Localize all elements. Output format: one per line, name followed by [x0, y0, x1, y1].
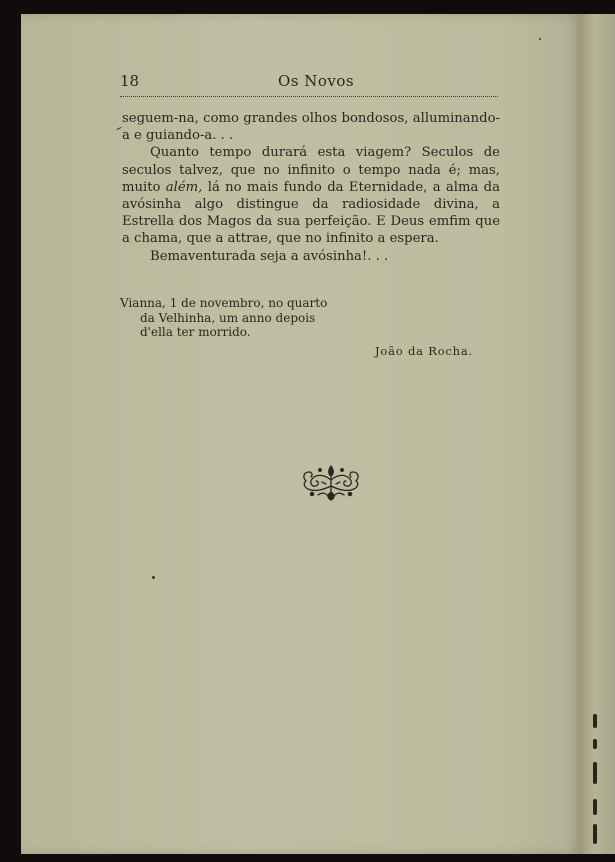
paragraph-2-text-before: Quanto tempo durará esta viagem? Seculos de seculos talvez, que no infinito o tempo nada é; mas, muito — [122, 145, 500, 195]
edge-mark — [593, 739, 597, 749]
place-date-line-3: d'ella ter morrido. — [140, 325, 251, 339]
paragraph-1-text: seguem-na, como grandes olhos bondosos, alluminando-a e guiando-a. . . — [122, 111, 500, 144]
header-dotted-rule — [120, 96, 498, 97]
body-text — [122, 110, 500, 265]
paper-speck — [539, 38, 541, 40]
paragraph-2-italic-word: além, — [165, 179, 203, 195]
facing-page-edge — [581, 14, 615, 854]
paragraph-2-text-after: lá no mais fundo da Eternidade, a alma da avósinha algo distingue da radiosidade divina, a Estrella dos Magos da sua perfeição. E Deus emfim que a chama, que a attrae, que no infinito a espera. — [122, 179, 500, 247]
paper-speck — [152, 576, 155, 579]
paragraph-3 — [122, 248, 500, 265]
place-date-line-1: Vianna, 1 de novembro, no quarto — [120, 296, 328, 310]
edge-mark — [593, 824, 597, 844]
paragraph-3-text: Bemaventurada seja a avósinha!. . . — [150, 248, 389, 264]
edge-mark — [593, 799, 597, 815]
place-date-line-2: da Velhinha, um anno depois — [140, 310, 316, 325]
author-signature: João da Rocha. — [375, 344, 473, 358]
floral-fleuron-icon — [298, 462, 364, 502]
edge-mark — [593, 762, 597, 784]
page-number: 18 — [120, 72, 140, 90]
paragraph-1 — [122, 110, 500, 144]
edge-mark — [593, 714, 597, 728]
running-title: Os Novos — [278, 72, 355, 90]
place-and-date — [120, 296, 350, 340]
paragraph-2 — [122, 144, 500, 247]
